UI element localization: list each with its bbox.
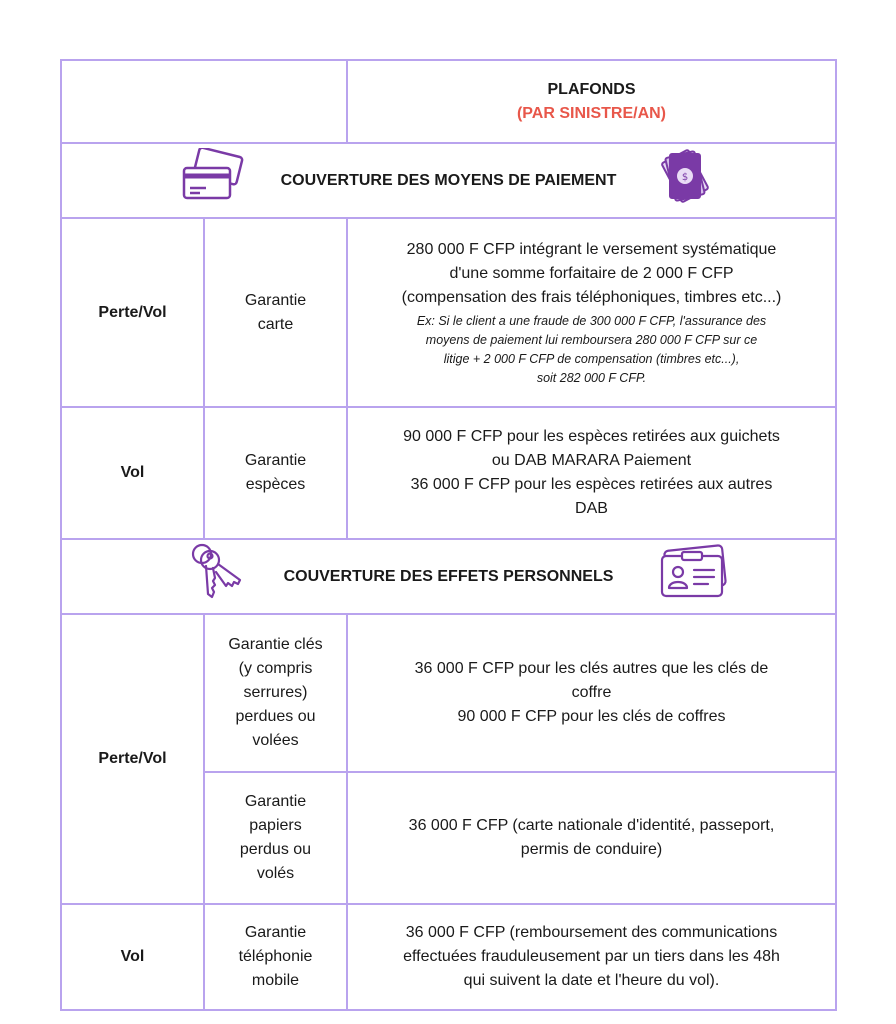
row-carte bbox=[61, 218, 836, 407]
ceiling-line: qui suivent la date et l'heure du vol). bbox=[463, 972, 720, 989]
guarantee-line: volées bbox=[252, 732, 299, 749]
guarantee-line: carte bbox=[257, 315, 294, 333]
section-personal bbox=[61, 539, 836, 614]
guarantee-line: téléphonie bbox=[238, 948, 313, 965]
guarantee-telephone bbox=[204, 904, 347, 1010]
section-payment-row bbox=[61, 143, 836, 218]
guarantee-line: Garantie clés bbox=[228, 636, 323, 653]
ceiling-line: 36 000 F CFP pour les clés autres que les clés de bbox=[414, 660, 769, 677]
ceiling-line: 90 000 F CFP pour les clés de coffres bbox=[457, 708, 726, 725]
row-type-perte-vol: Perte/Vol bbox=[61, 218, 204, 407]
example-line: moyens de paiement lui remboursera 280 000 F CFP sur ce bbox=[425, 332, 758, 347]
section-personal-row bbox=[61, 539, 836, 614]
row-type-perte-vol: Perte/Vol bbox=[61, 614, 204, 904]
example-note bbox=[348, 312, 835, 388]
guarantee-especes bbox=[204, 407, 347, 539]
ceiling-line: DAB bbox=[575, 500, 608, 517]
ceiling-cles bbox=[347, 614, 836, 772]
guarantee-line: (y compris bbox=[238, 660, 313, 677]
coverage-table bbox=[60, 59, 837, 1011]
credit-cards-icon bbox=[180, 148, 244, 214]
row-especes bbox=[61, 407, 836, 539]
ceiling-papiers bbox=[347, 772, 836, 904]
ceiling-line: d'une somme forfaitaire de 2 000 F CFP bbox=[449, 264, 734, 282]
guarantee-line: Garantie bbox=[244, 452, 307, 469]
guarantee-line: volés bbox=[256, 865, 295, 882]
ceiling-line: coffre bbox=[571, 684, 612, 701]
ceiling-line: permis de conduire) bbox=[520, 841, 663, 858]
guarantee-line: papiers bbox=[249, 817, 302, 834]
guarantee-line: serrures) bbox=[243, 684, 308, 701]
ceiling-telephone bbox=[347, 904, 836, 1010]
section-personal-label: COUVERTURE DES EFFETS PERSONNELS bbox=[283, 567, 614, 585]
header-row bbox=[61, 60, 836, 143]
guarantee-cles bbox=[204, 614, 347, 772]
keys-icon bbox=[188, 542, 246, 612]
banknotes-icon bbox=[656, 148, 712, 214]
guarantee-line: Garantie bbox=[244, 924, 307, 941]
guarantee-line: Garantie bbox=[244, 793, 307, 810]
row-cles bbox=[61, 614, 836, 772]
section-payment-label: COUVERTURE DES MOYENS DE PAIEMENT bbox=[280, 171, 617, 189]
guarantee-line: mobile bbox=[251, 972, 300, 989]
ceiling-line: 90 000 F CFP pour les espèces retirées aux guichets bbox=[403, 428, 780, 445]
ceiling-carte bbox=[347, 218, 836, 407]
ceiling-line: effectuées frauduleusement par un tiers dans les 48h bbox=[403, 948, 780, 965]
header-title: PLAFONDS bbox=[547, 80, 636, 98]
svg-text:$: $ bbox=[681, 171, 689, 183]
row-type-vol: Vol bbox=[61, 407, 204, 539]
guarantee-papiers bbox=[204, 772, 347, 904]
header-cell bbox=[347, 60, 836, 143]
ceiling-line: 36 000 F CFP pour les espèces retirées aux autres bbox=[410, 476, 773, 493]
row-telephone bbox=[61, 904, 836, 1010]
row-type-vol: Vol bbox=[61, 904, 204, 1010]
example-line: Ex: Si le client a une fraude de 300 000 F CFP, l'assurance des bbox=[416, 313, 767, 328]
ceiling-line: 36 000 F CFP (remboursement des communications bbox=[405, 924, 778, 941]
ceiling-especes bbox=[347, 407, 836, 539]
example-line: soit 282 000 F CFP. bbox=[536, 370, 647, 385]
header-empty-cell bbox=[61, 60, 347, 143]
ceiling-line: ou DAB MARARA Paiement bbox=[491, 452, 692, 469]
guarantee-line: espèces bbox=[245, 476, 306, 493]
section-payment bbox=[61, 143, 836, 218]
example-line: litige + 2 000 F CFP de compensation (timbres etc...), bbox=[443, 351, 740, 366]
ceiling-line: (compensation des frais téléphoniques, timbres etc...) bbox=[401, 288, 782, 306]
guarantee-line: Garantie bbox=[244, 291, 307, 309]
header-subtitle: (PAR SINISTRE/AN) bbox=[516, 104, 667, 122]
id-card-icon bbox=[658, 544, 730, 610]
ceiling-line: 36 000 F CFP (carte nationale d'identité, passeport, bbox=[408, 817, 775, 834]
ceiling-line: 280 000 F CFP intégrant le versement systématique bbox=[406, 240, 777, 258]
guarantee-line: perdus ou bbox=[239, 841, 312, 858]
guarantee-line: perdues ou bbox=[235, 708, 316, 725]
guarantee-carte bbox=[204, 218, 347, 407]
